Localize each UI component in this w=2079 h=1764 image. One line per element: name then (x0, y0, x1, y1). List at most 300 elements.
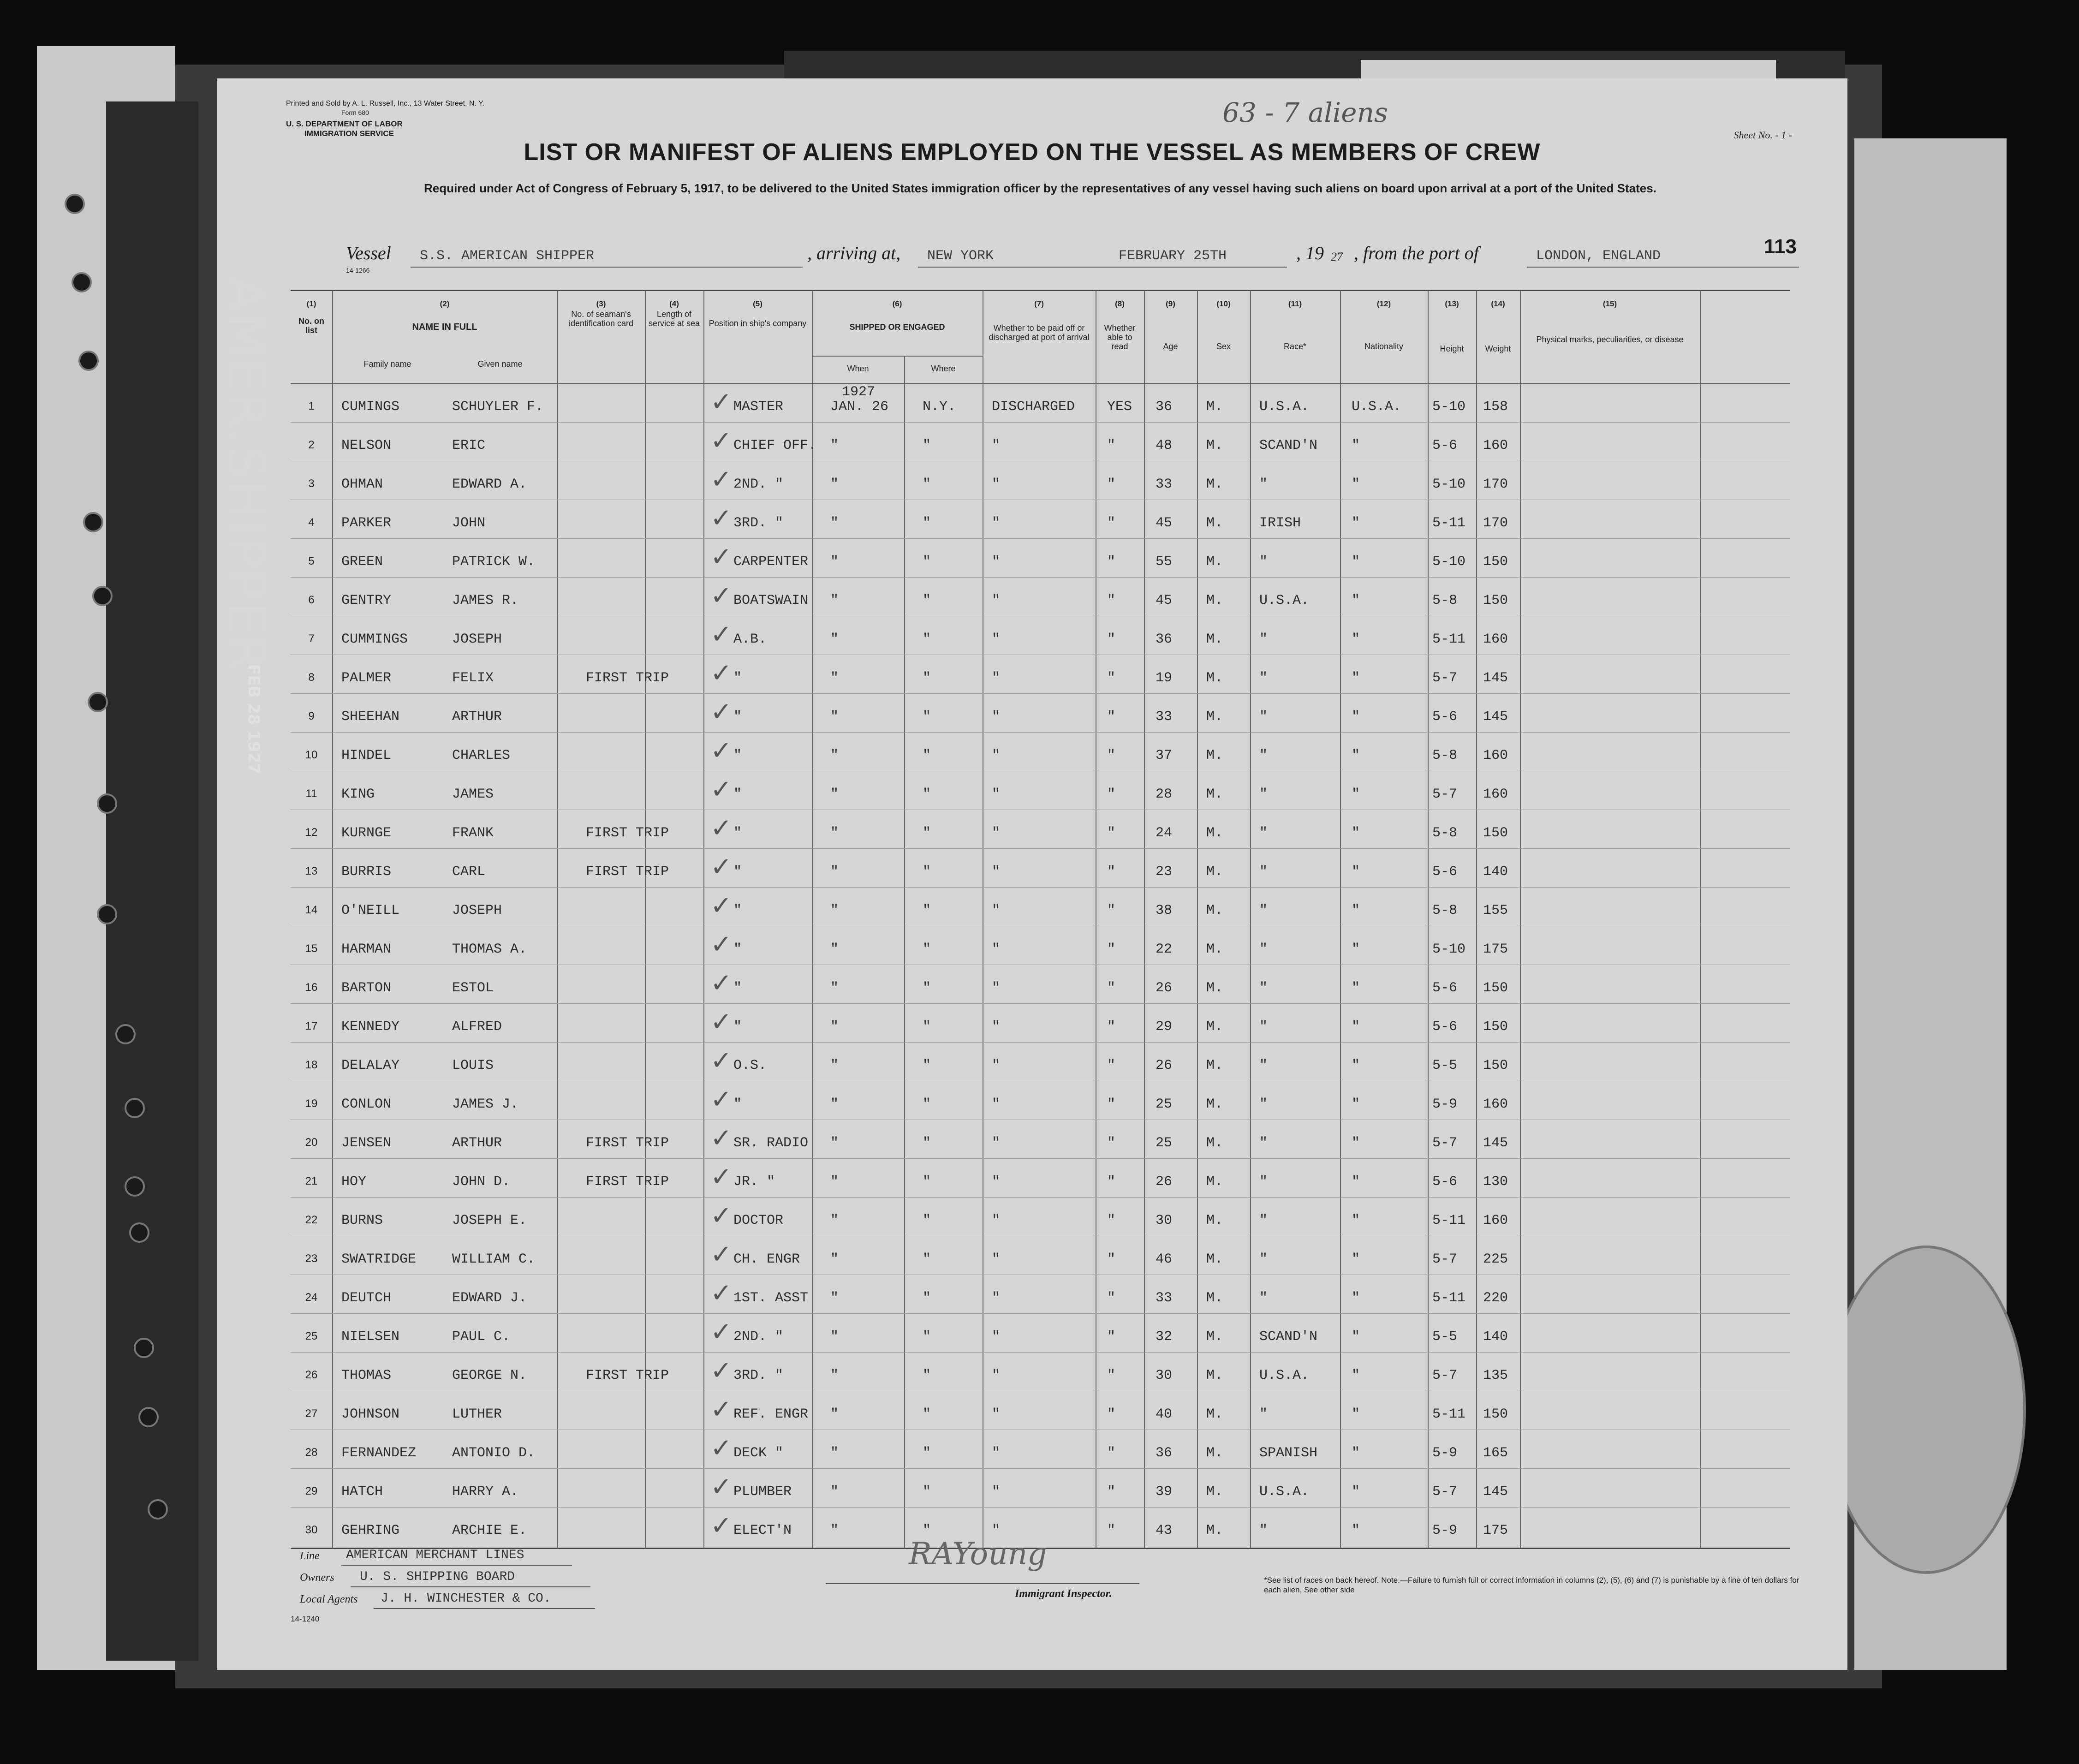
owners-label: Owners (300, 1572, 334, 1584)
cell-position: CH. ENGR (733, 1251, 800, 1267)
cell-race: " (1259, 787, 1268, 802)
table-row (291, 383, 1790, 422)
cell-paid: " (992, 1329, 1001, 1345)
cell-family: BURRIS (341, 864, 392, 880)
cell-sex: M. (1206, 825, 1223, 841)
cell-sex: M. (1206, 787, 1223, 802)
table-row (291, 965, 1790, 1003)
binder-hole (97, 793, 117, 814)
cell-position: DOCTOR (733, 1213, 784, 1228)
cell-when: " (830, 787, 839, 802)
cell-read: " (1107, 670, 1116, 686)
table-row (291, 422, 1790, 461)
cell-family: HINDEL (341, 748, 392, 763)
col-num: (7) (1034, 299, 1044, 308)
cell-read: " (1107, 787, 1116, 802)
cell-paid: " (992, 515, 1001, 531)
cell-height: 5-8 (1432, 593, 1458, 608)
cell-nationality: " (1352, 1290, 1360, 1306)
cell-where: " (923, 1445, 931, 1461)
cell-weight: 175 (1483, 942, 1508, 957)
table-row (291, 810, 1790, 848)
cell-weight: 145 (1483, 1135, 1508, 1151)
cell-age: 38 (1156, 903, 1173, 918)
cell-given: PATRICK W. (452, 554, 536, 570)
cell-given: ANTONIO D. (452, 1445, 536, 1461)
cell-given: ARCHIE E. (452, 1523, 527, 1538)
cell-weight: 160 (1483, 438, 1508, 453)
cell-read: " (1107, 748, 1116, 763)
table-row (291, 655, 1790, 693)
table-row (291, 1197, 1790, 1236)
row-number: 30 (305, 1524, 318, 1536)
cell-race: " (1259, 903, 1268, 918)
cell-card: FIRST TRIP (586, 670, 669, 686)
row-number: 9 (308, 710, 315, 722)
cell-height: 5-11 (1432, 1290, 1466, 1306)
cell-when: " (830, 709, 839, 725)
col-num: (10) (1216, 299, 1231, 308)
cell-given: ALFRED (452, 1019, 502, 1035)
handwritten-note: 63 - 7 aliens (1222, 97, 1388, 128)
cell-paid: " (992, 438, 1001, 453)
cell-position: " (733, 1097, 742, 1112)
table-row (291, 1236, 1790, 1275)
col-num: (6) (892, 299, 902, 308)
cell-given: SCHUYLER F. (452, 399, 544, 415)
cell-where: " (923, 477, 931, 492)
cell-card: FIRST TRIP (586, 1368, 669, 1383)
cell-read: " (1107, 593, 1116, 608)
cell-read: " (1107, 438, 1116, 453)
cell-read: " (1107, 1329, 1116, 1345)
sheet-number: Sheet No. - 1 - (1733, 129, 1792, 141)
cell-position: " (733, 787, 742, 802)
binder-hole (129, 1222, 149, 1243)
cell-age: 28 (1156, 787, 1173, 802)
cell-height: 5-7 (1432, 787, 1458, 802)
check-mark-icon: ✓ (710, 465, 732, 495)
cell-when: " (830, 477, 839, 492)
cell-age: 46 (1156, 1251, 1173, 1267)
cell-where: N.Y. (923, 399, 956, 415)
row-number: 7 (308, 632, 315, 645)
cell-race: U.S.A. (1259, 1368, 1310, 1383)
reference-number: 113 (1764, 235, 1797, 258)
cell-read: " (1107, 864, 1116, 880)
cell-when: " (830, 903, 839, 918)
cell-family: GREEN (341, 554, 383, 570)
cell-where: " (923, 1097, 931, 1112)
cell-read: " (1107, 1019, 1116, 1035)
cell-sex: M. (1206, 1174, 1223, 1190)
check-mark-icon: ✓ (710, 503, 732, 533)
cell-position: DECK " (733, 1445, 784, 1461)
cell-position: REF. ENGR (733, 1406, 809, 1422)
cell-age: 45 (1156, 593, 1173, 608)
cell-where: " (923, 632, 931, 647)
table-row (291, 771, 1790, 810)
table-row (291, 1430, 1790, 1468)
cell-nationality: " (1352, 1251, 1360, 1267)
cell-race: SPANISH (1259, 1445, 1318, 1461)
cell-sex: M. (1206, 942, 1223, 957)
binder-hole (125, 1176, 145, 1197)
cell-age: 33 (1156, 477, 1173, 492)
underline-from (1527, 267, 1799, 268)
col-num: (13) (1445, 299, 1459, 308)
cell-family: O'NEILL (341, 903, 400, 918)
cell-family: KING (341, 787, 375, 802)
printer-credit: Printed and Sold by A. L. Russell, Inc., 13 Water Street, N. Y. (286, 100, 485, 107)
cell-paid: " (992, 477, 1001, 492)
from-port: LONDON, ENGLAND (1536, 248, 1661, 264)
cell-position: ELECT'N (733, 1523, 792, 1538)
form-code-top: 14-1266 (346, 267, 370, 274)
date-stamp: FEB 28 1927 (244, 664, 263, 774)
cell-height: 5-7 (1432, 1368, 1458, 1383)
cell-read: " (1107, 1174, 1116, 1190)
cell-sex: M. (1206, 1019, 1223, 1035)
row-number: 16 (305, 981, 318, 994)
check-mark-icon: ✓ (710, 775, 732, 805)
cell-position: 2ND. " (733, 1329, 784, 1345)
cell-family: HOY (341, 1174, 367, 1190)
cell-height: 5-10 (1432, 554, 1466, 570)
agents-label: Local Agents (300, 1593, 358, 1605)
col-num: (8) (1115, 299, 1125, 308)
cell-paid: " (992, 903, 1001, 918)
check-mark-icon: ✓ (710, 658, 732, 688)
row-number: 21 (305, 1175, 318, 1187)
cell-nationality: " (1352, 670, 1360, 686)
cell-sex: M. (1206, 1251, 1223, 1267)
cell-paid: " (992, 748, 1001, 763)
cell-sex: M. (1206, 1213, 1223, 1228)
cell-sex: M. (1206, 709, 1223, 725)
cell-family: PARKER (341, 515, 392, 531)
cell-sex: M. (1206, 1523, 1223, 1538)
cell-when: " (830, 1097, 839, 1112)
cell-nationality: " (1352, 1484, 1360, 1500)
cell-age: 22 (1156, 942, 1173, 957)
header-id-card: No. of seaman's identification card (568, 310, 634, 328)
cell-nationality: " (1352, 632, 1360, 647)
col-num: (12) (1376, 299, 1391, 308)
binder-hole (134, 1338, 154, 1358)
row-number: 8 (308, 671, 315, 684)
agents-value: J. H. WINCHESTER & CO. (381, 1591, 551, 1606)
cell-age: 29 (1156, 1019, 1173, 1035)
cell-weight: 225 (1483, 1251, 1508, 1267)
cell-nationality: " (1352, 1135, 1360, 1151)
check-mark-icon: ✓ (710, 1317, 732, 1347)
cell-when: " (830, 438, 839, 453)
cell-height: 5-8 (1432, 748, 1458, 763)
inspector-label: Immigrant Inspector. (1015, 1588, 1112, 1600)
cell-when: " (830, 554, 839, 570)
cell-when: " (830, 1445, 839, 1461)
cell-height: 5-11 (1432, 515, 1466, 531)
cell-card: FIRST TRIP (586, 1174, 669, 1190)
binder-hole (125, 1098, 145, 1118)
cell-where: " (923, 942, 931, 957)
col-num: (9) (1166, 299, 1175, 308)
header-position: Position in ship's company (709, 319, 807, 328)
cell-nationality: " (1352, 709, 1360, 725)
cell-nationality: " (1352, 942, 1360, 957)
cell-race: SCAND'N (1259, 438, 1318, 453)
cell-given: JAMES R. (452, 593, 519, 608)
cell-race: " (1259, 1251, 1268, 1267)
cell-where: " (923, 980, 931, 996)
cell-race: SCAND'N (1259, 1329, 1318, 1345)
check-mark-icon: ✓ (710, 581, 732, 611)
from-port-label: , from the port of (1354, 243, 1479, 263)
cell-nationality: " (1352, 1445, 1360, 1461)
cell-age: 26 (1156, 1174, 1173, 1190)
cell-nationality: " (1352, 1174, 1360, 1190)
cell-height: 5-7 (1432, 1484, 1458, 1500)
header-family-name: Family name (363, 359, 411, 369)
cell-sex: M. (1206, 632, 1223, 647)
cell-height: 5-5 (1432, 1058, 1458, 1073)
cell-given: LOUIS (452, 1058, 494, 1073)
cell-position: 2ND. " (733, 477, 784, 492)
cell-paid: " (992, 709, 1001, 725)
cell-when: " (830, 1368, 839, 1383)
header-given-name: Given name (477, 359, 523, 369)
cell-position: A.B. (733, 632, 767, 647)
check-mark-icon: ✓ (710, 1278, 732, 1308)
col-num: (11) (1288, 299, 1302, 308)
cell-when: " (830, 593, 839, 608)
cell-when: " (830, 1251, 839, 1267)
cell-when: JAN. 26 (830, 399, 889, 415)
cell-when-year: 1927 (842, 384, 876, 400)
cell-race: " (1259, 554, 1268, 570)
cell-race: " (1259, 1523, 1268, 1538)
cell-family: SHEEHAN (341, 709, 400, 725)
cell-nationality: " (1352, 593, 1360, 608)
vessel-label: Vessel (346, 243, 391, 263)
check-mark-icon: ✓ (710, 813, 732, 843)
cell-sex: M. (1206, 593, 1223, 608)
cell-race: " (1259, 477, 1268, 492)
cell-race: " (1259, 1406, 1268, 1422)
binder-hole (65, 194, 85, 214)
header-sex: Sex (1216, 342, 1231, 351)
cell-where: " (923, 554, 931, 570)
cell-family: PALMER (341, 670, 392, 686)
cell-age: 26 (1156, 1058, 1173, 1073)
cell-where: " (923, 1368, 931, 1383)
cell-sex: M. (1206, 1290, 1223, 1306)
cell-given: FELIX (452, 670, 494, 686)
check-mark-icon: ✓ (710, 1007, 732, 1037)
row-number: 14 (305, 904, 318, 916)
underline-vessel (411, 267, 803, 268)
cell-height: 5-7 (1432, 1251, 1458, 1267)
cell-position: " (733, 670, 742, 686)
page-title: LIST OR MANIFEST OF ALIENS EMPLOYED ON THE VESSEL AS MEMBERS OF CREW (524, 139, 1541, 166)
vessel-line (346, 244, 1799, 268)
cell-family: KURNGE (341, 825, 392, 841)
cell-where: " (923, 1019, 931, 1035)
cell-sex: M. (1206, 748, 1223, 763)
table-row (291, 1468, 1790, 1507)
row-number: 11 (305, 787, 317, 800)
cell-nationality: " (1352, 1406, 1360, 1422)
cell-weight: 140 (1483, 864, 1508, 880)
cell-read: " (1107, 1406, 1116, 1422)
cell-weight: 130 (1483, 1174, 1508, 1190)
cell-paid: " (992, 1019, 1001, 1035)
cell-nationality: " (1352, 554, 1360, 570)
cell-sex: M. (1206, 1484, 1223, 1500)
check-mark-icon: ✓ (710, 387, 732, 417)
cell-when: " (830, 632, 839, 647)
cell-nationality: " (1352, 825, 1360, 841)
cell-weight: 135 (1483, 1368, 1508, 1383)
cell-sex: M. (1206, 1135, 1223, 1151)
table-row (291, 926, 1790, 965)
cell-paid: " (992, 593, 1001, 608)
page-subtitle: Required under Act of Congress of February 5, 1917, to be delivered to the United States immigration officer by the representatives of any vessel having such aliens on board upon arrival at a port of the United States. (424, 181, 1656, 195)
check-mark-icon: ✓ (710, 1046, 732, 1076)
cell-weight: 170 (1483, 477, 1508, 492)
cell-when: " (830, 1058, 839, 1073)
cell-sex: M. (1206, 670, 1223, 686)
cell-height: 5-5 (1432, 1329, 1458, 1345)
check-mark-icon: ✓ (710, 426, 732, 456)
cell-read: " (1107, 477, 1116, 492)
header-where: Where (931, 364, 956, 373)
cell-race: " (1259, 1058, 1268, 1073)
cell-race: IRISH (1259, 515, 1301, 531)
cell-height: 5-6 (1432, 709, 1458, 725)
cell-sex: M. (1206, 1058, 1223, 1073)
col-num: (5) (753, 299, 762, 308)
binder-hole (92, 586, 113, 606)
cell-race: " (1259, 748, 1268, 763)
check-mark-icon: ✓ (710, 930, 732, 959)
cell-paid: " (992, 1058, 1001, 1073)
service: IMMIGRATION SERVICE (304, 129, 394, 138)
cell-given: EDWARD A. (452, 477, 527, 492)
table-row (291, 538, 1790, 577)
cell-race: " (1259, 980, 1268, 996)
cell-paid: " (992, 1213, 1001, 1228)
cell-where: " (923, 903, 931, 918)
cell-age: 24 (1156, 825, 1173, 841)
col-num: (2) (440, 299, 450, 308)
cell-where: " (923, 1329, 931, 1345)
cell-age: 36 (1156, 1445, 1173, 1461)
header-race: Race* (1283, 342, 1307, 351)
cell-given: JOHN D. (452, 1174, 511, 1190)
cell-when: " (830, 1523, 839, 1538)
cell-family: JENSEN (341, 1135, 392, 1151)
cell-family: THOMAS (341, 1368, 392, 1383)
cell-weight: 150 (1483, 825, 1508, 841)
cell-height: 5-7 (1432, 1135, 1458, 1151)
cell-height: 5-6 (1432, 1174, 1458, 1190)
table-row (291, 1275, 1790, 1313)
check-mark-icon: ✓ (710, 1511, 732, 1541)
cell-weight: 158 (1483, 399, 1508, 415)
footnote: *See list of races on back hereof. Note.—Failure to furnish full or correct information in columns (2), (5), (6) and (7) is punishable by a fine of ten dollars for each alien. See other side (1264, 1576, 1799, 1594)
line-label: Line (300, 1550, 320, 1562)
table-row (291, 848, 1790, 887)
binder-hole (148, 1499, 168, 1520)
cell-weight: 165 (1483, 1445, 1508, 1461)
cell-race: " (1259, 1174, 1268, 1190)
line-underline (341, 1565, 572, 1566)
stamp-circle-back (1827, 1246, 2026, 1574)
cell-nationality: " (1352, 787, 1360, 802)
cell-race: " (1259, 942, 1268, 957)
check-mark-icon: ✓ (710, 1123, 732, 1153)
cell-when: " (830, 980, 839, 996)
check-mark-icon: ✓ (710, 1162, 732, 1192)
cell-nationality: " (1352, 1097, 1360, 1112)
underline-port (918, 267, 1112, 268)
cell-family: KENNEDY (341, 1019, 400, 1035)
cell-race: " (1259, 1097, 1268, 1112)
cell-height: 5-8 (1432, 903, 1458, 918)
row-number: 26 (305, 1369, 318, 1381)
row-number: 10 (305, 749, 318, 761)
cell-position: CHIEF OFF. (733, 438, 817, 453)
cell-given: LUTHER (452, 1406, 502, 1422)
cell-when: " (830, 670, 839, 686)
cell-card: FIRST TRIP (586, 864, 669, 880)
cell-age: 26 (1156, 980, 1173, 996)
cell-read: " (1107, 1251, 1116, 1267)
department-block (286, 119, 403, 138)
cell-paid: " (992, 1484, 1001, 1500)
cell-paid: " (992, 1368, 1001, 1383)
cell-read: " (1107, 515, 1116, 531)
cell-height: 5-11 (1432, 632, 1466, 647)
table-row (291, 1352, 1790, 1391)
cell-read: YES (1107, 399, 1132, 415)
cell-position: MASTER (733, 399, 784, 415)
cell-height: 5-7 (1432, 670, 1458, 686)
cell-position: " (733, 903, 742, 918)
cell-read: " (1107, 1058, 1116, 1073)
check-mark-icon: ✓ (710, 968, 732, 998)
row-number: 6 (308, 594, 315, 606)
cell-nationality: " (1352, 748, 1360, 763)
cell-weight: 155 (1483, 903, 1508, 918)
cell-race: U.S.A. (1259, 593, 1310, 608)
header-shipped: SHIPPED OR ENGAGED (849, 322, 945, 332)
cell-given: JAMES J. (452, 1097, 519, 1112)
cell-given: JOSEPH (452, 632, 502, 647)
check-mark-icon: ✓ (710, 1240, 732, 1269)
cell-paid: " (992, 980, 1001, 996)
cell-position: PLUMBER (733, 1484, 792, 1500)
cell-where: " (923, 748, 931, 763)
header-age: Age (1163, 342, 1178, 351)
agents-underline (374, 1608, 595, 1609)
cell-position: " (733, 980, 742, 996)
cell-family: FERNANDEZ (341, 1445, 417, 1461)
row-number: 22 (305, 1214, 318, 1226)
cell-age: 32 (1156, 1329, 1173, 1345)
